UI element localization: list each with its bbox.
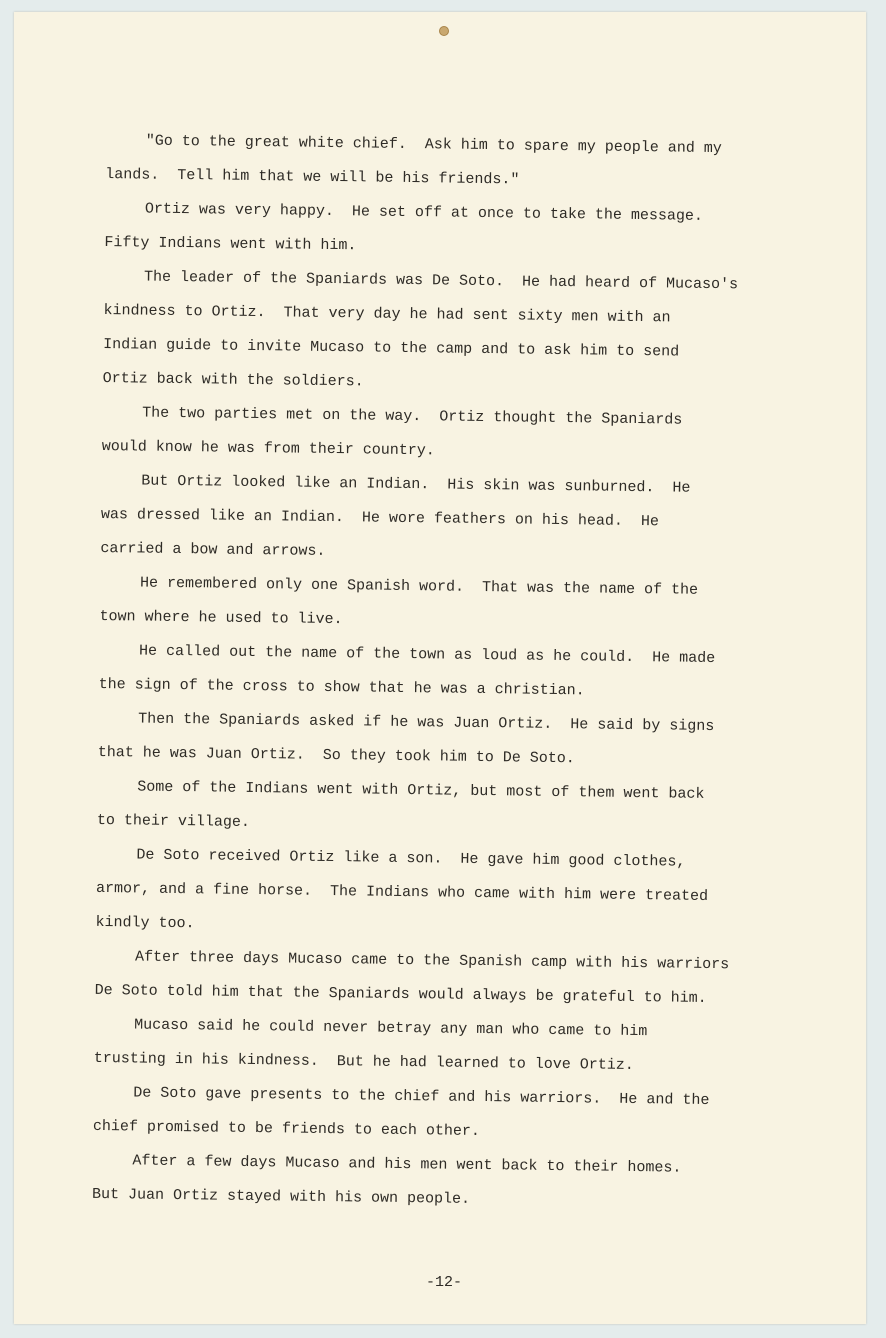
paragraph [102,396,823,473]
paragraph-line: lands. Tell him that we will be his friends." [105,165,520,189]
paragraph [95,838,816,949]
paragraph-line: De Soto told him that the Spaniards would always be grateful to him. [94,981,707,1007]
paragraph [100,464,821,575]
paragraph [99,566,820,643]
paragraph-line: kindly too. [95,913,195,933]
paragraph-line: But Juan Ortiz stayed with his own people. [91,1185,471,1208]
paragraph-line: chief promised to be friends to each other. [92,1117,481,1140]
paragraph [105,124,826,201]
page-number: -12- [425,1274,462,1291]
paragraph-first-line: "Go to the great white chief. Ask him to spare my people and my [145,132,722,158]
paper-sheet [14,12,866,1324]
paragraph-line: would know he was from their country. [101,437,435,460]
paragraph-first-line: But Ortiz looked like an Indian. His skin was sunburned. He [141,472,691,497]
paragraph [97,770,818,847]
paragraph-first-line: He remembered only one Spanish word. That was the name of the [139,574,699,599]
paragraph-first-line: Mucaso said he could never betray any man who came to him [134,1016,648,1041]
typed-text-body [92,124,826,1221]
paragraph [94,1008,815,1085]
paragraph-line: Fifty Indians went with him. [104,233,357,255]
paragraph-first-line: Some of the Indians went with Ortiz, but most of them went back [137,778,705,803]
paragraph [94,940,815,1017]
paragraph-line: was dressed like an Indian. He wore feathers on his head. He [100,505,660,531]
paragraph [92,1144,813,1221]
punch-hole-mark [439,26,449,36]
paragraph-first-line: After three days Mucaso came to the Spanish camp with his warriors [134,948,730,974]
paragraph [102,260,824,405]
paragraph-first-line: De Soto received Ortiz like a son. He gave him good clothes, [136,846,686,871]
paragraph-line: Indian guide to invite Mucaso to the camp and to ask him to send [103,335,680,361]
paragraph-first-line: The leader of the Spaniards was De Soto. He had heard of Mucaso's [143,268,739,294]
paragraph [98,702,819,779]
paragraph [98,634,819,711]
paragraph-line: carried a bow and arrows. [100,539,326,560]
paragraph-line: that he was Juan Ortiz. So they took him to De Soto. [97,743,575,768]
paragraph-first-line: Ortiz was very happy. He set off at once to take the message. [144,200,704,225]
paragraph-line: trusting in his kindness. But he had learned to love Ortiz. [93,1049,634,1074]
paragraph-first-line: After a few days Mucaso and his men went back to their homes. [132,1152,682,1177]
paragraph-line: to their village. [96,811,251,831]
paragraph-line: armor, and a fine horse. The Indians who came with him were treated [95,879,709,905]
paragraph-line: the sign of the cross to show that he was a christian. [98,675,585,700]
paragraph [104,192,825,269]
paragraph-first-line: The two parties met on the way. Ortiz thought the Spaniards [142,404,683,429]
paragraph [93,1076,814,1153]
paragraph-first-line: He called out the name of the town as loud as he could. He made [138,642,716,668]
paragraph-line: kindness to Ortiz. That very day he had sent sixty men with an [103,301,671,327]
paragraph-line: town where he used to live. [99,607,343,629]
paragraph-first-line: De Soto gave presents to the chief and his warriors. He and the [133,1084,710,1109]
paragraph-first-line: Then the Spaniards asked if he was Juan Ortiz. He said by signs [138,710,715,736]
paragraph-line: Ortiz back with the soldiers. [102,369,364,391]
